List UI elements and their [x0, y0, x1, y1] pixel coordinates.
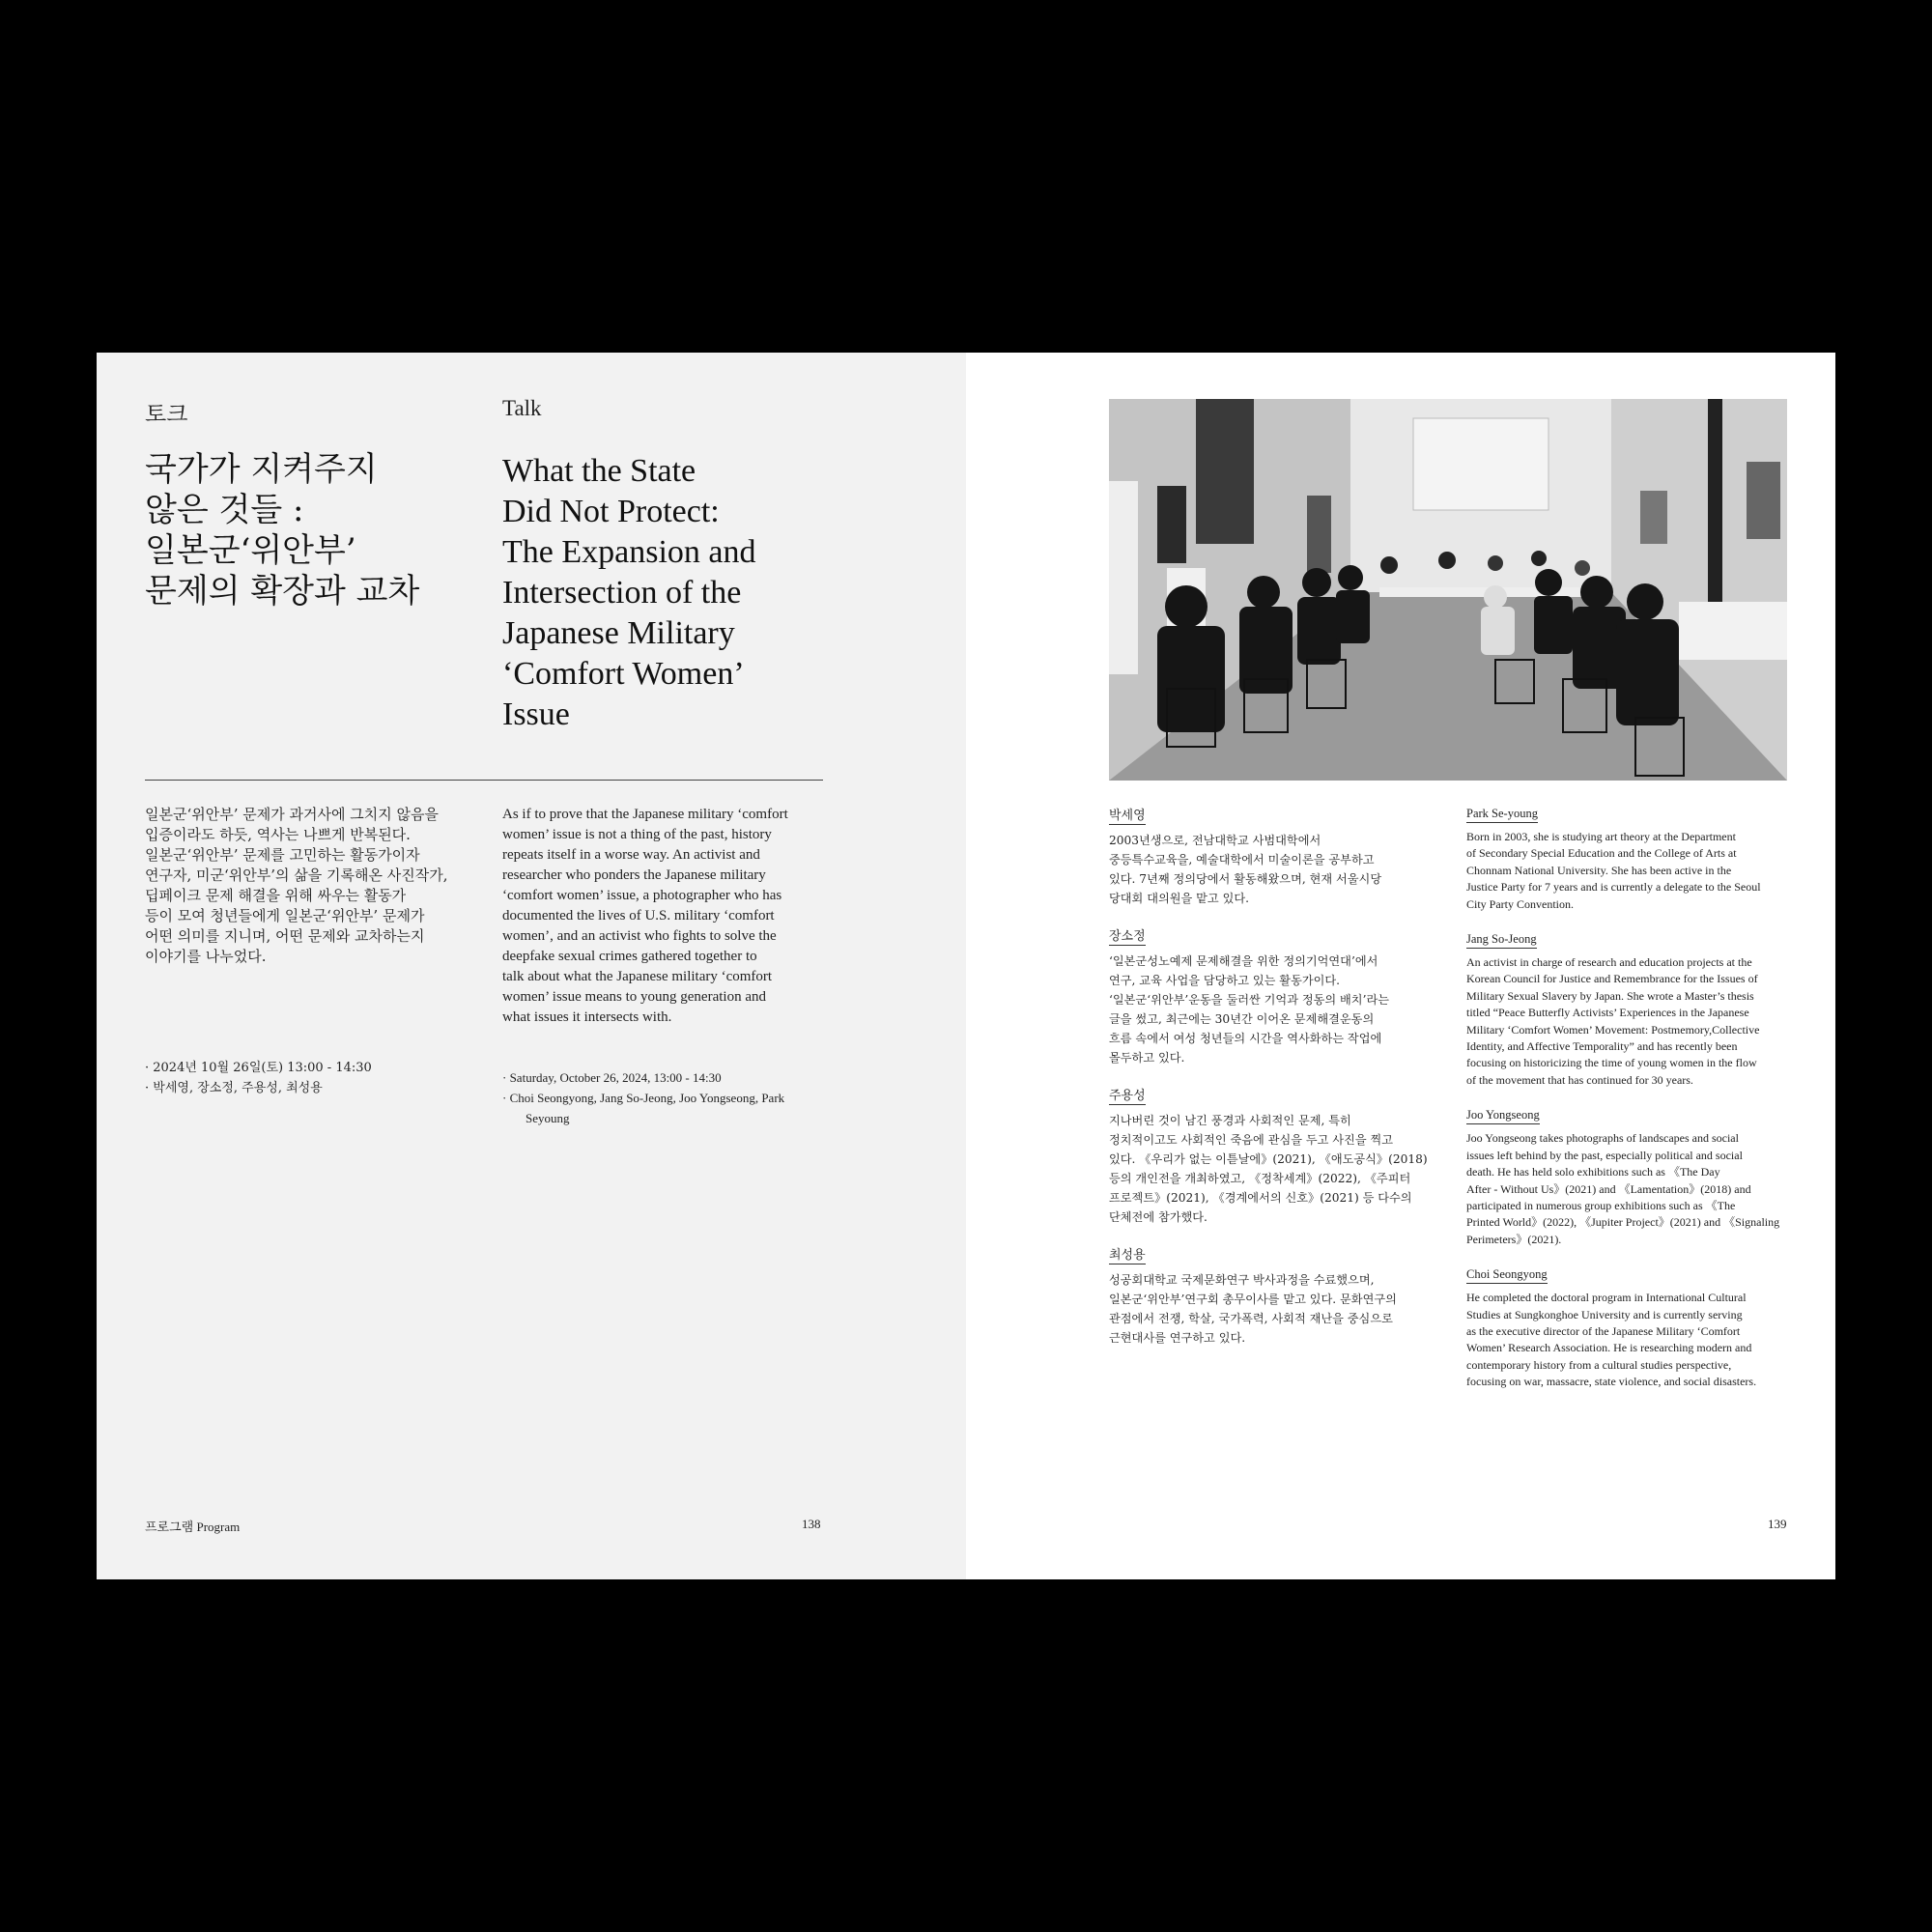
bio-text: He completed the doctoral program in International Cultural Studies at Sungkonghoe University and is currently serving as the executive director of the Japanese Military ‘Comfort Women’ Research Association. He is researching modern and contemporary history from a cultural studies perspective, focusing on war, massacre, state violence, and social disasters. [1466, 1291, 1757, 1389]
bio-text: An activist in charge of research and education projects at the Korean Council for Justice and Remembrance for the Issues of Military Sexual Slavery by Japan. She wrote a Master’s thesis titled “Peace Butterfly Activists’ Experiences in the Japanese Military ‘Comfort Women’ Movement: Postmemory,Collective Identity, and Affective Temporality” and has recently been focusing on historicizing the time of young women in the flow of the movement that has continued for 30 years. [1466, 955, 1760, 1087]
bios-korean [1109, 805, 1433, 1365]
event-photo [1109, 399, 1787, 781]
event-speakers-en: · Choi Seongyong, Jang So-Jeong, Joo Yongseong, Park [502, 1091, 785, 1105]
event-details-korean [145, 1058, 372, 1098]
bio-text: 성공회대학교 국제문화연구 박사과정을 수료했으며, 일본군‘위안부’연구회 총무이사를 맡고 있다. 문화연구의 관점에서 전쟁, 학살, 국가폭력, 사회적 재난을 중심으로 근현대사를 연구하고 있다. [1109, 1273, 1397, 1345]
bio-name: Jang So-Jeong [1466, 932, 1537, 949]
divider-rule [145, 780, 823, 781]
page-number-right: 139 [1768, 1517, 1787, 1531]
bio-text: 2003년생으로, 전남대학교 사범대학에서 중등특수교육을, 예술대학에서 미술이론을 공부하고 있다. 7년째 정의당에서 활동해왔으며, 현재 서울시당 당대회 대의원을 맡고 있다. [1109, 834, 1382, 905]
bio-item [1466, 1106, 1790, 1248]
bio-name: Park Se-young [1466, 807, 1538, 823]
event-speakers-ko: · 박세영, 장소정, 주용성, 최성용 [145, 1081, 323, 1095]
bio-name: Joo Yongseong [1466, 1108, 1540, 1124]
event-speakers-en-cont: Seyoung [526, 1111, 570, 1125]
bios-english [1466, 805, 1790, 1408]
bio-name: 주용성 [1109, 1085, 1146, 1105]
description-korean: 일본군‘위안부’ 문제가 과거사에 그치지 않음을 입증이라도 하듯, 역사는 나쁘게 반복된다. 일본군‘위안부’ 문제를 고민하는 활동가이자 연구자, 미군‘위안부’의 삶을 기록해온 사진작가, 딥페이크 문제 해결을 위해 싸우는 활동가 등이 모여 청년들에게 일본군‘위안부’ 문제가 어떤 의미를 지니며, 어떤 문제와 교차하는지 이야기를 나누었다. [145, 806, 448, 965]
bio-text: Born in 2003, she is studying art theory at the Department of Secondary Special Education and the College of Arts at Chonnam National University. She has been active in the Justice Party for 7 years and is currently a delegate to the Seoul City Party Convention. [1466, 830, 1761, 911]
bio-item [1109, 1085, 1433, 1227]
bio-text: 지나버린 것이 남긴 풍경과 사회적인 문제, 특히 정치적이고도 사회적인 죽음에 관심을 두고 사진을 찍고 있다. 《우리가 없는 이튿날에》(2021), 《애도공식》(2018) 등의 개인전을 개최하였고, 《정착세계》(2022), 《주피터 프로젝트》(2021), 《경계에서의 신호》(2021) 등 다수의 단체전에 참가했다. [1109, 1114, 1428, 1224]
bio-name: 박세영 [1109, 805, 1146, 825]
book-spread [97, 353, 1835, 1579]
bio-name: 최성용 [1109, 1244, 1146, 1264]
bio-item [1466, 930, 1790, 1089]
right-page [966, 353, 1835, 1579]
page-number-left: 138 [802, 1517, 821, 1531]
event-date-ko: · 2024년 10월 26일(토) 13:00 - 14:30 [145, 1061, 372, 1075]
bio-name: Choi Seongyong [1466, 1267, 1548, 1284]
photo-talk-event-icon [1109, 399, 1787, 781]
bio-text: Joo Yongseong takes photographs of landscapes and social issues left behind by the past, especially political and social death. He has held solo exhibitions such as 《The Day After - Without Us》(2021) and 《Lamentation》(2018) and participated in numerous group exhibitions such as 《The Printed World》(2022), 《Jupiter Project》(2021) and 《Signaling Perimeters》(2021). [1466, 1131, 1780, 1246]
bio-item [1466, 805, 1790, 913]
section-label-en: Talk [502, 396, 542, 420]
footer-section-label: 프로그램 Program [145, 1520, 241, 1534]
title-english: What the State Did Not Protect: The Expansion and Intersection of the Japanese Military ‘Comfort Women’ Issue [502, 453, 756, 732]
bio-item [1466, 1265, 1790, 1390]
event-date-en: · Saturday, October 26, 2024, 13:00 - 14:30 [502, 1070, 722, 1085]
bio-name: 장소정 [1109, 925, 1146, 946]
bio-item [1109, 925, 1433, 1067]
title-korean: 국가가 지켜주지 않은 것들 : 일본군‘위안부’ 문제의 확장과 교차 [145, 450, 420, 611]
event-details-english [502, 1067, 811, 1128]
description-english: As if to prove that the Japanese military ‘comfort women’ issue is not a thing of the past, history repeats itself in a worse way. An activist and researcher who ponders the Japanese military ‘comfort women’ issue, a photographer who has documented the lives of U.S. military ‘comfort women’, and an activist who fights to solve the deepfake sexual crimes gathered together to talk about what the Japanese military ‘comfort women’ issue means to young generation and what issues it intersects with. [502, 807, 788, 1025]
section-label-ko: 토크 [145, 402, 188, 426]
left-page [97, 353, 966, 1579]
bio-item [1109, 805, 1433, 908]
bio-item [1109, 1244, 1433, 1348]
bio-text: ‘일본군성노예제 문제해결을 위한 정의기억연대’에서 연구, 교육 사업을 담당하고 있는 활동가이다. ‘일본군‘위안부’운동을 둘러싼 기억과 정동의 배치’라는 글을 썼고, 최근에는 30년간 이어온 문제해결운동의 흐름 속에서 여성 청년들의 시간을 역사화하는 작업에 몰두하고 있다. [1109, 954, 1390, 1065]
